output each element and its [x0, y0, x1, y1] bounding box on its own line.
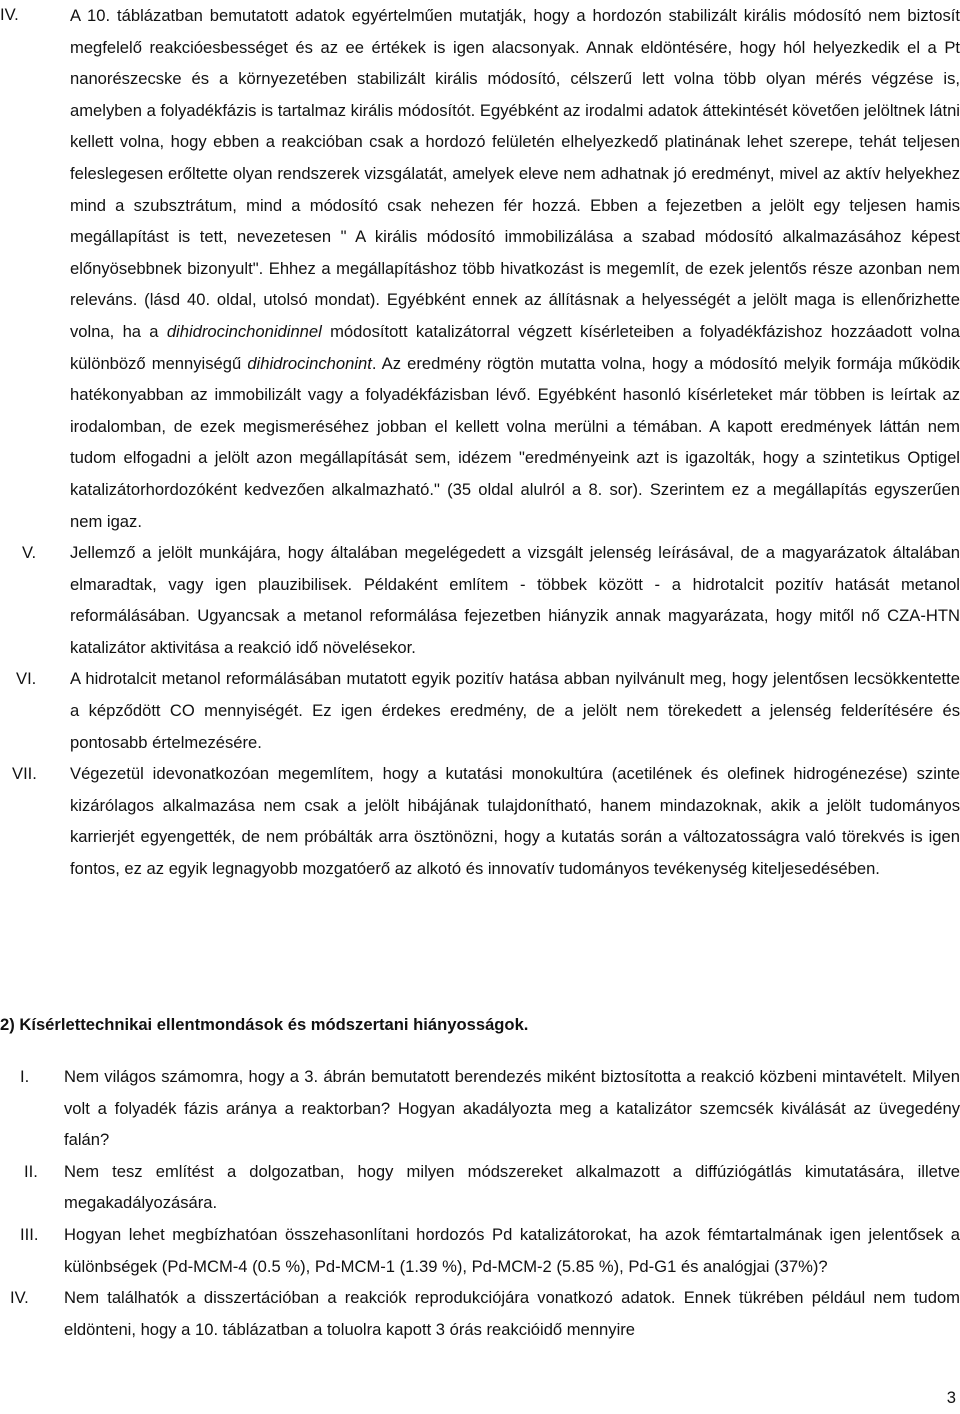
- list-item-ii: [0, 1156, 960, 1219]
- paragraph-vi: A hidrotalcit metanol reformálásában mutatott egyik pozitív hatása abban nyilvánult meg, hogy jelentősen lecsökkentette a képződött CO mennyiségét. Ez igen érdekes eredmény, de a jelölt nem törekedett a jelenség felderítésére és pontosabb értelmezésére.: [70, 669, 960, 752]
- list-item-vii: [0, 758, 960, 884]
- paragraph-ii: Nem tesz említést a dolgozatban, hogy milyen módszereket alkalmazott a diffúziógátlás kimutatására, illetve megakadályozására.: [64, 1161, 960, 1213]
- list-item-i: [0, 1061, 960, 1156]
- section-2-heading: 2) Kísérlettechnikai ellentmondások és módszertani hiányosságok.: [0, 1015, 529, 1034]
- page-number: 3: [946, 1388, 956, 1407]
- list-item-iii: [0, 1219, 960, 1282]
- paragraph-iii: Hogyan lehet megbízhatóan összehasonlítani hordozós Pd katalizátorokat, ha azok fémtartalmának igen jelentősek a különbségek (Pd-MCM-4 (0.5 %), Pd-MCM-1 (1.39 %), Pd-MCM-2 (5.85 %), Pd-G1 és analógjai (37%)?: [64, 1224, 960, 1276]
- list-item-vi: [0, 663, 960, 758]
- paragraph-vii: Végezetül idevonatkozóan megemlítem, hogy a kutatási monokultúra (acetilének és olefinek hidrogénezése) szinte kizárólagos alkalmazása nem csak a jelölt hibájának tulajdonítható, hanem mindazoknak, akik a jelölt tudományos karrierjét egyengették, de nem próbálták arra ösztönözni, hogy a kutatás során a változatosságra való törekvés is igen fontos, ez az egyik legnagyobb mozgatóerő az alkotó és innovatív tudományos tevékenység kiteljesedésében.: [70, 764, 960, 879]
- paragraph-text: módosított katalizátorral végzett kísérleteiben a folyadékfázishoz hozzáadott volna különböző mennyiségű: [70, 321, 960, 373]
- list-number: III.: [20, 1224, 39, 1244]
- section-2-list: [0, 1061, 960, 1345]
- list-number: II.: [24, 1161, 38, 1181]
- list-number: IV.: [0, 5, 19, 24]
- paragraph-text: A 10. táblázatban bemutatott adatok egyértelműen mutatják, hogy a hordozón stabilizált királis módosító nem biztosít megfelelő reakcióesbességet és az ee értékek is igen alacsonyak. Annak eldöntésére, hogy hól helyezkedik el a Pt nanorészecske és a környezetében stabilizált királis módosító, célszerű lett volna több olyan mérés végzése is, amelyben a folyadékfázis is tartalmaz királis módosítót. Egyébként az irodalmi adatok áttekintését követően jelöltnek látni kellett volna, hogy ebben a reakcióban csak a hordozó felületén elhelyezkedő platinának lehet szerepe, tehát teljesen feleslegesen erőltette olyan rendszerek vizsgálatát, amelyek eleve nem adhatnak jó eredményt, mivel az aktív helyekhez mind a szubsztrátum, mind a módosító csak nehezen fér hozzá. Ebben a fejezetben a jelölt egy teljesen hamis megállapítást is tett, nevezetesen " A királis módosító immobilizálása a szabad módosító alkalmazásához képest előnyösebbnek bizonyult". Ehhez a megállapításhoz több hivatkozást is megemlít, de ezek jelentős része azonban nem releváns. (lásd 40. oldal, utolsó mondat). Egyébként ennek az állításnak a helyességét a jelölt maga is ellenőrizhette volna, ha a: [70, 6, 960, 341]
- list-item-iv-2: [0, 1282, 960, 1345]
- list-number: I.: [20, 1067, 30, 1086]
- paragraph-i: Nem világos számomra, hogy a 3. ábrán bemutatott berendezés miként biztosította a reakció közbeni mintavételt. Milyen volt a folyadék fázis aránya a reaktorban? Hogyan akadályozta meg a katalizátor szemcsék kiválását az üvegedény falán?: [64, 1067, 960, 1150]
- italic-term: dihidrocinchonint: [247, 353, 372, 373]
- italic-term: dihidrocinchonidinnel: [166, 321, 322, 341]
- list-item-v: [0, 537, 960, 663]
- list-number: IV.: [10, 1288, 29, 1308]
- paragraph-text: . Az eredmény rögtön mutatta volna, hogy a módosító melyik formája működik hatékonyabban az immobilizált vagy a folyadékfázisban lévő. Egyébként hasonló kísérleteket már többen is leírtak az irodalomban, de ezek megismeréséhez jobban el kellett volna merülni a témában. A kapott eredmények láttán nem tudom elfogadni a jelölt azon megállapítását sem, idézem "eredményeink azt is igazolták, hogy a szintetikus Optigel katalizátorhordozóként kedvezően alkalmazható." (35 oldal alulról a 8. sor). Szerintem ez a megállapítás egyszerűen nem igaz.: [70, 353, 960, 531]
- list-number: VII.: [12, 764, 37, 784]
- paragraph-iv: [70, 0, 960, 537]
- list-item-iv: [0, 0, 960, 537]
- paragraph-iv-2: Nem találhatók a disszertációban a reakciók reprodukciójára vonatkozó adatok. Ennek tükrében például nem tudom eldönteni, hogy a 10. táblázatban a toluolra kapott 3 órás reakcióidő mennyire: [64, 1288, 960, 1339]
- list-number: VI.: [16, 669, 37, 689]
- list-number: V.: [22, 543, 37, 563]
- paragraph-v: Jellemző a jelölt munkájára, hogy általában megelégedett a vizsgált jelenség leírásával, de a magyarázatok általában elmaradtak, vagy igen plauzibilisek. Példaként említem - többek között - a hidrotalcit pozitív hatását metanol reformálásában. Ugyancsak a metanol reformálása fejezetben hiányzik annak magyarázata, hogy mitől nő CZA-HTN katalizátor aktivitása a reakció idő növelésekor.: [70, 543, 960, 657]
